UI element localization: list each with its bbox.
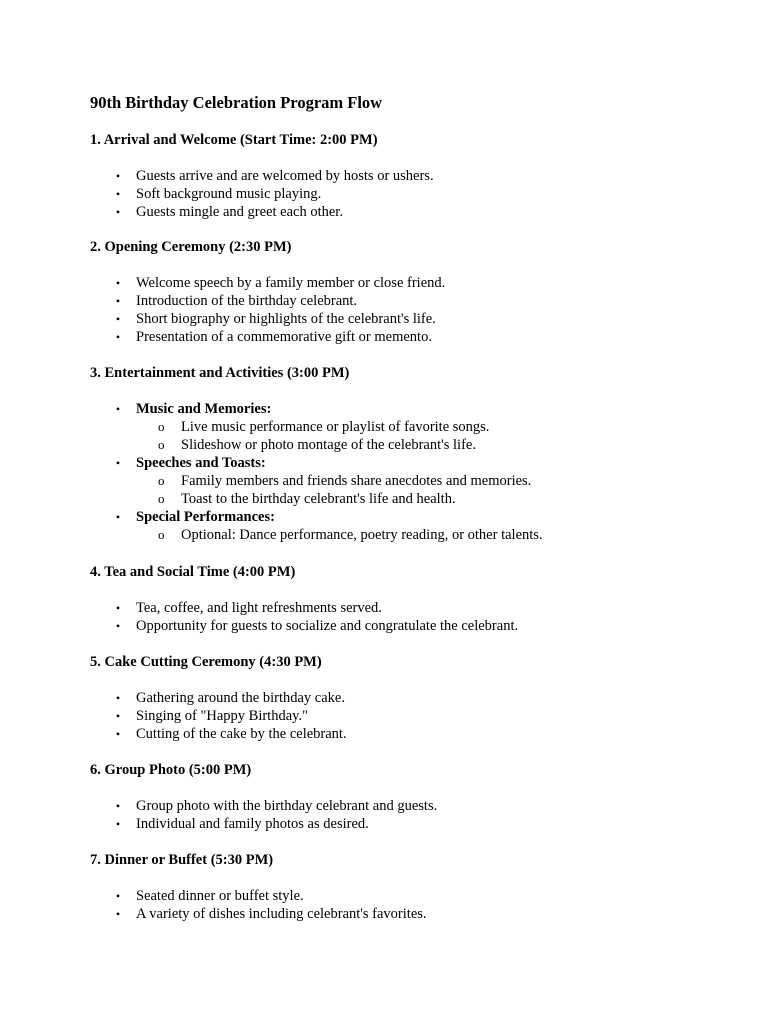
bullet-list bbox=[90, 689, 730, 743]
list-item bbox=[90, 203, 730, 221]
list-item-text: Tea, coffee, and light refreshments served. bbox=[136, 600, 382, 616]
list-item bbox=[90, 185, 730, 203]
bullet-icon: • bbox=[115, 889, 121, 903]
list-item-text: Speeches and Toasts: bbox=[136, 455, 266, 471]
list-item bbox=[90, 725, 730, 743]
list-item-text: Music and Memories: bbox=[136, 401, 272, 417]
bullet-icon: • bbox=[115, 187, 121, 201]
bullet-icon: • bbox=[115, 691, 121, 705]
sub-bullet-list bbox=[136, 418, 730, 454]
list-item bbox=[90, 689, 730, 707]
section-heading: 3. Entertainment and Activities (3:00 PM) bbox=[90, 365, 350, 381]
section-heading: 1. Arrival and Welcome (Start Time: 2:00 PM) bbox=[90, 132, 378, 148]
circle-bullet-icon: o bbox=[158, 473, 165, 488]
bullet-icon: • bbox=[115, 709, 121, 723]
sub-list-item bbox=[136, 526, 730, 544]
list-item-text: Short biography or highlights of the celebrant's life. bbox=[136, 311, 436, 327]
list-item bbox=[90, 328, 730, 346]
sub-list-item-text: Optional: Dance performance, poetry reading, or other talents. bbox=[181, 527, 543, 543]
section-heading: 6. Group Photo (5:00 PM) bbox=[90, 762, 252, 778]
document-title: 90th Birthday Celebration Program Flow bbox=[90, 93, 383, 112]
bullet-list bbox=[90, 797, 730, 833]
circle-bullet-icon: o bbox=[158, 491, 165, 506]
list-item-text: Opportunity for guests to socialize and congratulate the celebrant. bbox=[136, 618, 519, 634]
section-heading: 5. Cake Cutting Ceremony (4:30 PM) bbox=[90, 654, 322, 670]
list-item bbox=[90, 400, 730, 454]
list-item bbox=[90, 274, 730, 292]
sub-list-item-text: Family members and friends share anecdotes and memories. bbox=[181, 473, 532, 489]
list-item-text: Soft background music playing. bbox=[136, 186, 322, 202]
bullet-list bbox=[90, 400, 730, 544]
section-heading: 2. Opening Ceremony (2:30 PM) bbox=[90, 239, 292, 255]
program-section bbox=[90, 238, 730, 346]
bullet-icon: • bbox=[115, 169, 121, 183]
program-section bbox=[90, 851, 730, 923]
list-item-text: Singing of "Happy Birthday." bbox=[136, 708, 308, 724]
list-item bbox=[90, 508, 730, 544]
sub-list-item-text: Slideshow or photo montage of the celebrant's life. bbox=[181, 437, 476, 453]
list-item bbox=[90, 310, 730, 328]
bullet-icon: • bbox=[115, 205, 121, 219]
list-item bbox=[90, 815, 730, 833]
bullet-icon: • bbox=[115, 727, 121, 741]
bullet-icon: • bbox=[115, 799, 121, 813]
bullet-list bbox=[90, 274, 730, 346]
bullet-icon: • bbox=[115, 907, 121, 921]
list-item bbox=[90, 707, 730, 725]
list-item bbox=[90, 617, 730, 635]
list-item-text: Group photo with the birthday celebrant and guests. bbox=[136, 798, 438, 814]
program-section bbox=[90, 131, 730, 221]
sub-list-item-text: Toast to the birthday celebrant's life and health. bbox=[181, 491, 456, 507]
bullet-icon: • bbox=[115, 619, 121, 633]
sub-list-item bbox=[136, 418, 730, 436]
bullet-list bbox=[90, 599, 730, 635]
bullet-icon: • bbox=[115, 402, 121, 416]
list-item-text: Cutting of the cake by the celebrant. bbox=[136, 726, 347, 742]
bullet-list bbox=[90, 167, 730, 221]
program-section bbox=[90, 364, 730, 544]
list-item-text: Special Performances: bbox=[136, 509, 275, 525]
sub-bullet-list bbox=[136, 526, 730, 544]
circle-bullet-icon: o bbox=[158, 419, 165, 434]
sub-list-item bbox=[136, 436, 730, 454]
bullet-icon: • bbox=[115, 276, 121, 290]
list-item-text: Individual and family photos as desired. bbox=[136, 816, 369, 832]
list-item-text: Seated dinner or buffet style. bbox=[136, 888, 304, 904]
list-item bbox=[90, 454, 730, 508]
program-section bbox=[90, 761, 730, 833]
program-section bbox=[90, 563, 730, 635]
bullet-icon: • bbox=[115, 510, 121, 524]
list-item bbox=[90, 887, 730, 905]
bullet-icon: • bbox=[115, 456, 121, 470]
bullet-icon: • bbox=[115, 330, 121, 344]
list-item-text: Guests arrive and are welcomed by hosts or ushers. bbox=[136, 168, 434, 184]
list-item bbox=[90, 797, 730, 815]
bullet-icon: • bbox=[115, 601, 121, 615]
bullet-icon: • bbox=[115, 312, 121, 326]
list-item-text: Presentation of a commemorative gift or memento. bbox=[136, 329, 432, 345]
section-heading: 7. Dinner or Buffet (5:30 PM) bbox=[90, 852, 274, 868]
list-item bbox=[90, 599, 730, 617]
list-item-text: Welcome speech by a family member or close friend. bbox=[136, 275, 446, 291]
sub-bullet-list bbox=[136, 472, 730, 508]
bullet-icon: • bbox=[115, 294, 121, 308]
bullet-list bbox=[90, 887, 730, 923]
list-item-text: Gathering around the birthday cake. bbox=[136, 690, 345, 706]
list-item bbox=[90, 292, 730, 310]
circle-bullet-icon: o bbox=[158, 437, 165, 452]
list-item bbox=[90, 167, 730, 185]
circle-bullet-icon: o bbox=[158, 527, 165, 542]
list-item-text: A variety of dishes including celebrant's favorites. bbox=[136, 906, 427, 922]
sub-list-item bbox=[136, 490, 730, 508]
sub-list-item-text: Live music performance or playlist of favorite songs. bbox=[181, 419, 490, 435]
program-section bbox=[90, 653, 730, 743]
list-item-text: Introduction of the birthday celebrant. bbox=[136, 293, 358, 309]
bullet-icon: • bbox=[115, 817, 121, 831]
list-item-text: Guests mingle and greet each other. bbox=[136, 204, 343, 220]
section-heading: 4. Tea and Social Time (4:00 PM) bbox=[90, 564, 296, 580]
sub-list-item bbox=[136, 472, 730, 490]
list-item bbox=[90, 905, 730, 923]
